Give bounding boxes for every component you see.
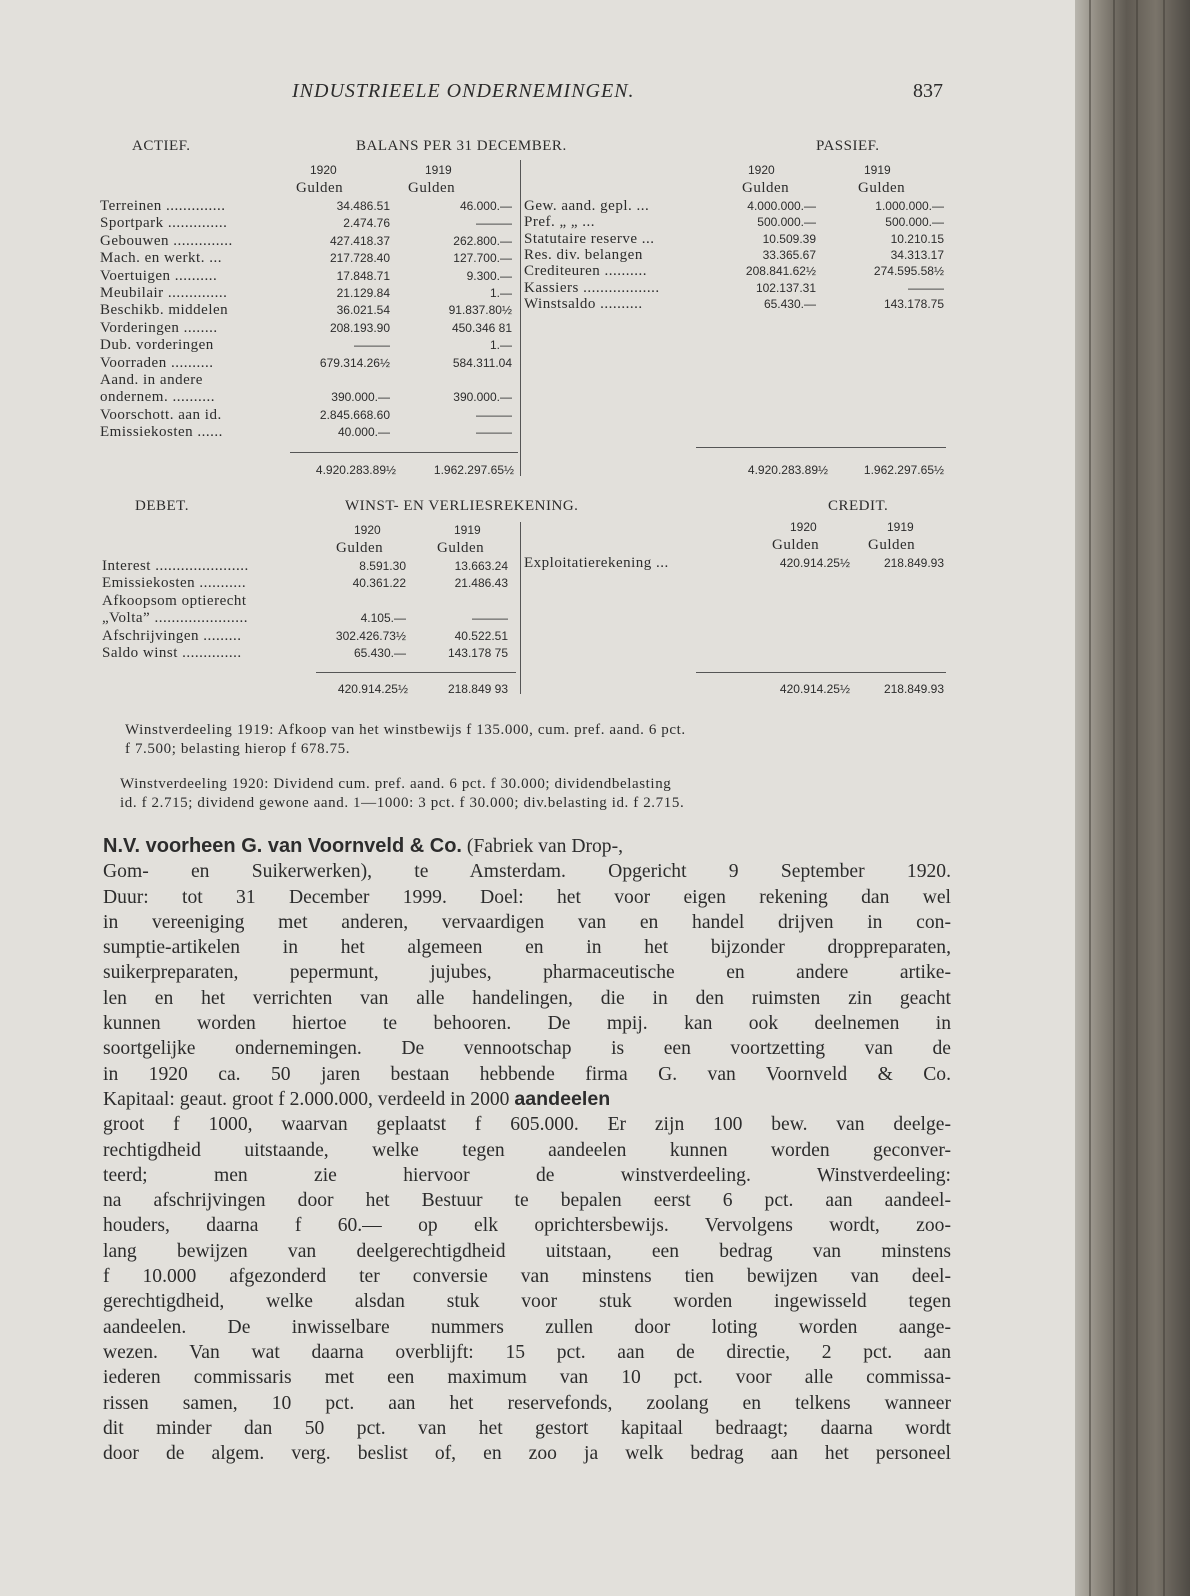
winst-heading: WINST- EN VERLIESREKENING. — [345, 498, 579, 514]
row-value-1919: 1.— — [489, 338, 512, 353]
row-label: Dub. vorderingen — [100, 337, 214, 354]
row-value-1919: 500.000.— — [885, 215, 944, 230]
unit-header: Gulden — [772, 537, 820, 553]
note-line: id. f 2.715; dividend gewone aand. 1—1000: 3 pct. f 30.000; div.belasting id. f 2.715. — [120, 795, 685, 811]
body-line: in 1920 ca. 50 jaren bestaan hebbende firma G. van Voornveld & Co. — [103, 1063, 951, 1085]
passiva-total-1920: 4.920.283.89½ — [747, 463, 828, 477]
row-label: Gew. aand. gepl. ... — [524, 198, 650, 214]
row-value-1919: 218.849.93 — [883, 556, 944, 570]
body-line: rechtigdheid uitstaande, welke tegen aandeelen kunnen worden geconver- — [103, 1139, 951, 1161]
row-value-1920: 208.841.62½ — [745, 264, 816, 279]
row-value-1919: 450.346 81 — [451, 320, 512, 335]
note-line: Winstverdeeling 1919: Afkoop van het winstbewijs f 135.000, cum. pref. aand. 6 pct. — [125, 722, 686, 738]
year-header: 1919 — [864, 163, 891, 177]
row-value-1920: 40.000.— — [337, 425, 390, 440]
row-label: Pref. „ „ ... — [524, 214, 596, 231]
row-value-1919: 390.000.— — [453, 390, 512, 405]
row-label: Res. div. belangen — [524, 246, 643, 263]
row-value-1920: 17.848.71 — [336, 268, 390, 283]
row-value-1920: 4.105.— — [360, 611, 406, 626]
year-header: 1919 — [425, 163, 452, 177]
total-rule — [696, 672, 946, 673]
row-label: Crediteuren .......... — [524, 263, 648, 280]
row-label: Meubilair .............. — [100, 285, 228, 301]
running-header: INDUSTRIEELE ONDERNEMINGEN. — [292, 80, 635, 102]
row-value-1919: 13.663.24 — [454, 559, 508, 573]
body-line: soortgelijke ondernemingen. De vennootschap is een voortzetting van de — [103, 1038, 951, 1060]
row-value-1919: 10.210.15 — [890, 231, 944, 246]
body-line: in vereeniging met anderen, vervaardigen van en handel drijven in con- — [103, 911, 951, 933]
total-rule — [290, 452, 518, 453]
body-line: len en het verrichten van alle handelingen, die in den ruimsten zin geacht — [103, 987, 951, 1009]
row-label: Voertuigen .......... — [100, 267, 218, 284]
row-value-1920: 390.000.— — [331, 390, 390, 405]
body-line: Duur: tot 31 December 1999. Doel: het voor eigen rekening dan wel — [103, 886, 951, 908]
unit-header: Gulden — [296, 180, 344, 196]
body-line: kunnen worden hiertoe te behooren. De mpij. kan ook deelnemen in — [103, 1013, 951, 1035]
unit-header: Gulden — [336, 540, 384, 556]
body-line: houders, daarna f 60.— op elk oprichtersbewijs. Vervolgens wordt, zoo- — [103, 1215, 951, 1237]
row-value-1920: 34.486.51 — [336, 199, 390, 213]
row-value-1920: ——— — [354, 338, 390, 353]
year-header: 1919 — [454, 523, 481, 537]
body-line: groot f 1000, waarvan geplaatst f 605.000. Er zijn 100 bew. van deelge- — [103, 1114, 951, 1136]
row-value-1919: ——— — [472, 611, 508, 626]
body-line: na afschrijvingen door het Bestuur te bepalen eerst 6 pct. aan aandeel- — [103, 1190, 951, 1212]
passief-heading: PASSIEF. — [816, 138, 880, 154]
row-value-1920: 33.365.67 — [762, 247, 816, 262]
row-value-1919: 143.178 75 — [447, 646, 508, 660]
debet-total-1919: 218.849 93 — [447, 682, 508, 696]
credit-total-1919: 218.849.93 — [883, 682, 944, 696]
note-line: Winstverdeeling 1920: Dividend cum. pref. aand. 6 pct. f 30.000; dividendbelasting — [120, 776, 672, 792]
credit-total-1920: 420.914.25½ — [779, 682, 850, 696]
debet-heading: DEBET. — [135, 498, 189, 514]
row-value-1919: 127.700.— — [453, 251, 512, 266]
bold-word: aandeelen — [514, 1087, 611, 1110]
row-value-1920: 21.129.84 — [336, 286, 390, 300]
body-line: aandeelen. De inwisselbare nummers zullen door loting worden aange- — [103, 1316, 951, 1338]
row-label: Mach. en werkt. ... — [100, 250, 222, 267]
row-value-1919: 143.178.75 — [883, 296, 944, 311]
total-rule — [316, 672, 516, 673]
row-value-1919: 1.— — [489, 286, 512, 300]
body-line: teerd; men zie hiervoor de winstverdeeling. Winstverdeeling: — [103, 1164, 951, 1186]
row-value-1919: 584.311.04 — [452, 355, 512, 370]
row-label: Voorraden .......... — [100, 354, 214, 371]
row-value-1920: 679.314.26½ — [319, 355, 390, 370]
unit-header: Gulden — [868, 537, 916, 553]
unit-header: Gulden — [742, 180, 790, 196]
company-name: N.V. voorheen G. van Voornveld & Co. — [103, 835, 462, 857]
actief-heading: ACTIEF. — [132, 138, 191, 154]
row-value-1920: 427.418.37 — [329, 233, 390, 248]
credit-heading: CREDIT. — [828, 498, 889, 514]
row-label: Beschikb. middelen — [100, 302, 229, 319]
page-number: 837 — [913, 80, 943, 102]
row-value-1919: 274.595.58½ — [873, 264, 944, 279]
row-label: Exploitatierekening ... — [524, 555, 669, 571]
company-description — [103, 834, 951, 1466]
row-value-1920: 208.193.90 — [329, 320, 390, 335]
column-divider — [520, 522, 521, 694]
row-value-1920: 10.509.39 — [762, 231, 816, 246]
row-value-1920: 302.426.73½ — [335, 628, 406, 643]
row-label: Afschrijvingen ......... — [102, 627, 242, 644]
row-value-1920: 500.000.— — [757, 215, 816, 230]
row-label: Emissiekosten ...... — [100, 424, 223, 441]
note-line: f 7.500; belasting hierop f 678.75. — [125, 741, 351, 757]
row-value-1920: 36.021.54 — [336, 303, 390, 318]
row-value-1919: ——— — [476, 425, 512, 440]
book-spine — [1075, 0, 1190, 1596]
row-value-1920: 65.430.— — [763, 296, 816, 311]
row-value-1919: 46.000.— — [459, 199, 512, 213]
body-line: sumptie-artikelen in het algemeen en in het bijzonder droppreparaten, — [103, 937, 951, 959]
row-label: „Volta” ...................... — [102, 610, 248, 627]
column-divider — [520, 160, 521, 476]
row-value-1920: 217.728.40 — [329, 251, 390, 266]
row-label: Kassiers .................. — [524, 279, 660, 296]
body-line: door de algem. verg. beslist of, en zoo ja welk bedrag aan het personeel — [103, 1443, 951, 1465]
passiva-total-1919: 1.962.297.65½ — [863, 463, 944, 477]
row-value-1919: 34.313.17 — [890, 247, 944, 262]
year-header: 1920 — [354, 523, 381, 537]
year-header: 1920 — [748, 163, 775, 177]
row-label: Sportpark .............. — [100, 215, 228, 232]
unit-header: Gulden — [858, 180, 906, 196]
row-value-1920: 40.361.22 — [352, 576, 406, 591]
total-rule — [696, 447, 946, 448]
row-value-1920: 102.137.31 — [755, 280, 816, 295]
body-line: Gom- en Suikerwerken), te Amsterdam. Opgericht 9 September 1920. — [103, 861, 951, 883]
activa-total-1919: 1.962.297.65½ — [433, 463, 514, 477]
row-label: Terreinen .............. — [100, 198, 226, 214]
unit-header: Gulden — [408, 180, 456, 196]
row-value-1919: ——— — [476, 407, 512, 422]
row-value-1920: 4.000.000.— — [747, 199, 816, 213]
body-line: suikerpreparaten, pepermunt, jujubes, pharmaceutische en andere artike- — [103, 962, 951, 984]
body-line: wezen. Van wat daarna overblijft: 15 pct. aan de directie, 2 pct. aan — [103, 1341, 951, 1363]
row-label: Emissiekosten ........... — [102, 575, 247, 592]
row-value-1920: 2.845.668.60 — [319, 407, 390, 422]
row-label: Gebouwen .............. — [100, 232, 233, 249]
row-value-1919: 91.837.80½ — [448, 303, 512, 318]
row-value-1919: 262.800.— — [453, 233, 512, 248]
row-label: Winstsaldo .......... — [524, 295, 643, 312]
row-label: Aand. in andere — [100, 372, 203, 388]
body-line: dit minder dan 50 pct. van het gestort kapitaal bedraagt; daarna wordt — [103, 1417, 951, 1439]
unit-header: Gulden — [437, 540, 485, 556]
row-label: Statutaire reserve ... — [524, 230, 655, 247]
body-line: iederen commissaris met een maximum van 10 pct. voor alle commissa- — [103, 1367, 951, 1389]
activa-total-1920: 4.920.283.89½ — [315, 463, 396, 477]
debet-total-1920: 420.914.25½ — [337, 682, 408, 696]
body-line: gerechtigdheid, welke alsdan stuk voor stuk worden ingewisseld tegen — [103, 1291, 951, 1313]
row-label: Vorderingen ........ — [100, 319, 218, 336]
row-value-1919: ——— — [908, 280, 944, 295]
body-line: lang bewijzen van deelgerechtigdheid uitstaan, een bedrag van minstens — [103, 1240, 951, 1262]
body-line: N.V. voorheen G. van Voornveld & Co. (Fabriek van Drop-, — [103, 835, 624, 857]
row-label: Afkoopsom optierecht — [102, 592, 247, 609]
balans-heading: BALANS PER 31 DECEMBER. — [356, 138, 567, 154]
row-value-1919: 40.522.51 — [454, 628, 508, 643]
row-value-1919: ——— — [476, 216, 512, 231]
year-header: 1920 — [790, 520, 817, 534]
row-label: Saldo winst .............. — [102, 645, 242, 661]
row-label: Interest ...................... — [102, 558, 249, 574]
body-line: rissen samen, 10 pct. aan het reservefonds, zoolang en telkens wanneer — [103, 1392, 951, 1414]
row-label: ondernem. .......... — [100, 389, 215, 406]
row-value-1919: 21.486.43 — [454, 576, 508, 591]
row-value-1920: 420.914.25½ — [779, 556, 850, 570]
row-value-1919: 9.300.— — [466, 268, 512, 283]
row-value-1920: 65.430.— — [353, 646, 406, 660]
row-value-1920: 8.591.30 — [359, 559, 406, 573]
body-line: Kapitaal: geaut. groot f 2.000.000, verdeeld in 2000 aandeelen — [103, 1087, 611, 1110]
body-line: f 10.000 afgezonderd ter conversie van minstens tien bewijzen van deel- — [103, 1266, 951, 1288]
year-header: 1920 — [310, 163, 337, 177]
row-value-1919: 1.000.000.— — [875, 199, 944, 213]
year-header: 1919 — [887, 520, 914, 534]
row-label: Voorschott. aan id. — [100, 406, 222, 423]
row-value-1920: 2.474.76 — [343, 216, 390, 231]
